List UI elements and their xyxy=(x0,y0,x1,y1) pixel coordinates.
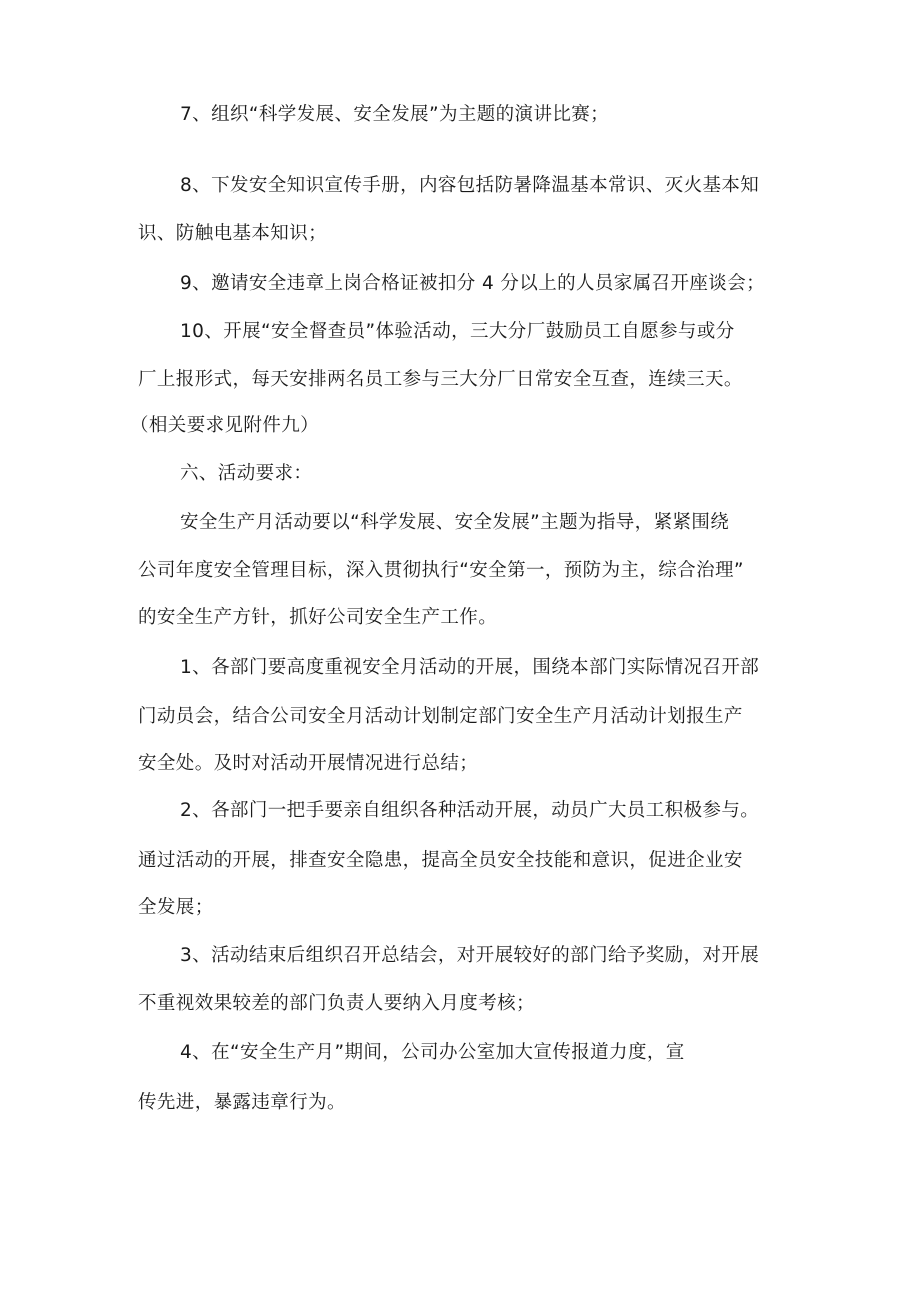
requirement-2-line-2: 通过活动的开展，排查安全隐患，提高全员安全技能和意识，促进企业安 xyxy=(138,850,743,871)
requirement-3-line-1: 3、活动结束后组织召开总结会，对开展较好的部门给予奖励，对开展 xyxy=(180,945,760,966)
item-9: 9、邀请安全违章上岗合格证被扣分 4 分以上的人员家属召开座谈会； xyxy=(180,273,766,294)
item-8-line-2: 识、防触电基本知识； xyxy=(138,223,328,244)
intro-line-2: 公司年度安全管理目标，深入贯彻执行“安全第一，预防为主，综合治理” xyxy=(138,560,744,581)
section-6-heading: 六、活动要求： xyxy=(180,463,313,484)
requirement-2-line-1: 2、各部门一把手要亲自组织各种活动开展，动员广大员工积极参与。 xyxy=(180,800,760,821)
intro-line-3: 的安全生产方针，抓好公司安全生产工作。 xyxy=(138,607,498,628)
requirement-4-line-2: 传先进，暴露违章行为。 xyxy=(138,1092,346,1113)
item-10-line-2: 厂上报形式，每天安排两名员工参与三大分厂日常安全互查，连续三天。 xyxy=(138,369,743,390)
requirement-3-line-2: 不重视效果较差的部门负责人要纳入月度考核； xyxy=(138,993,535,1014)
intro-line-1: 安全生产月活动要以“科学发展、安全发展”主题为指导，紧紧围绕 xyxy=(180,512,730,533)
requirement-2-line-3: 全发展； xyxy=(138,897,214,918)
item-10-line-1: 10、开展“安全督查员”体验活动，三大分厂鼓励员工自愿参与或分 xyxy=(180,321,735,342)
requirement-1-line-2: 门动员会，结合公司安全月活动计划制定部门安全生产月活动计划报生产 xyxy=(138,706,743,727)
item-7: 7、组织“科学发展、安全发展”为主题的演讲比赛； xyxy=(180,104,610,125)
item-8-line-1: 8、下发安全知识宣传手册，内容包括防暑降温基本常识、灭火基本知 xyxy=(180,175,760,196)
requirement-4-line-1: 4、在“安全生产月”期间，公司办公室加大宣传报道力度，宣 xyxy=(180,1042,685,1063)
item-10-note: （相关要求见附件九） xyxy=(130,415,320,436)
requirement-1-line-3: 安全处。及时对活动开展情况进行总结； xyxy=(138,753,479,774)
requirement-1-line-1: 1、各部门要高度重视安全月活动的开展，围绕本部门实际情况召开部 xyxy=(180,657,760,678)
